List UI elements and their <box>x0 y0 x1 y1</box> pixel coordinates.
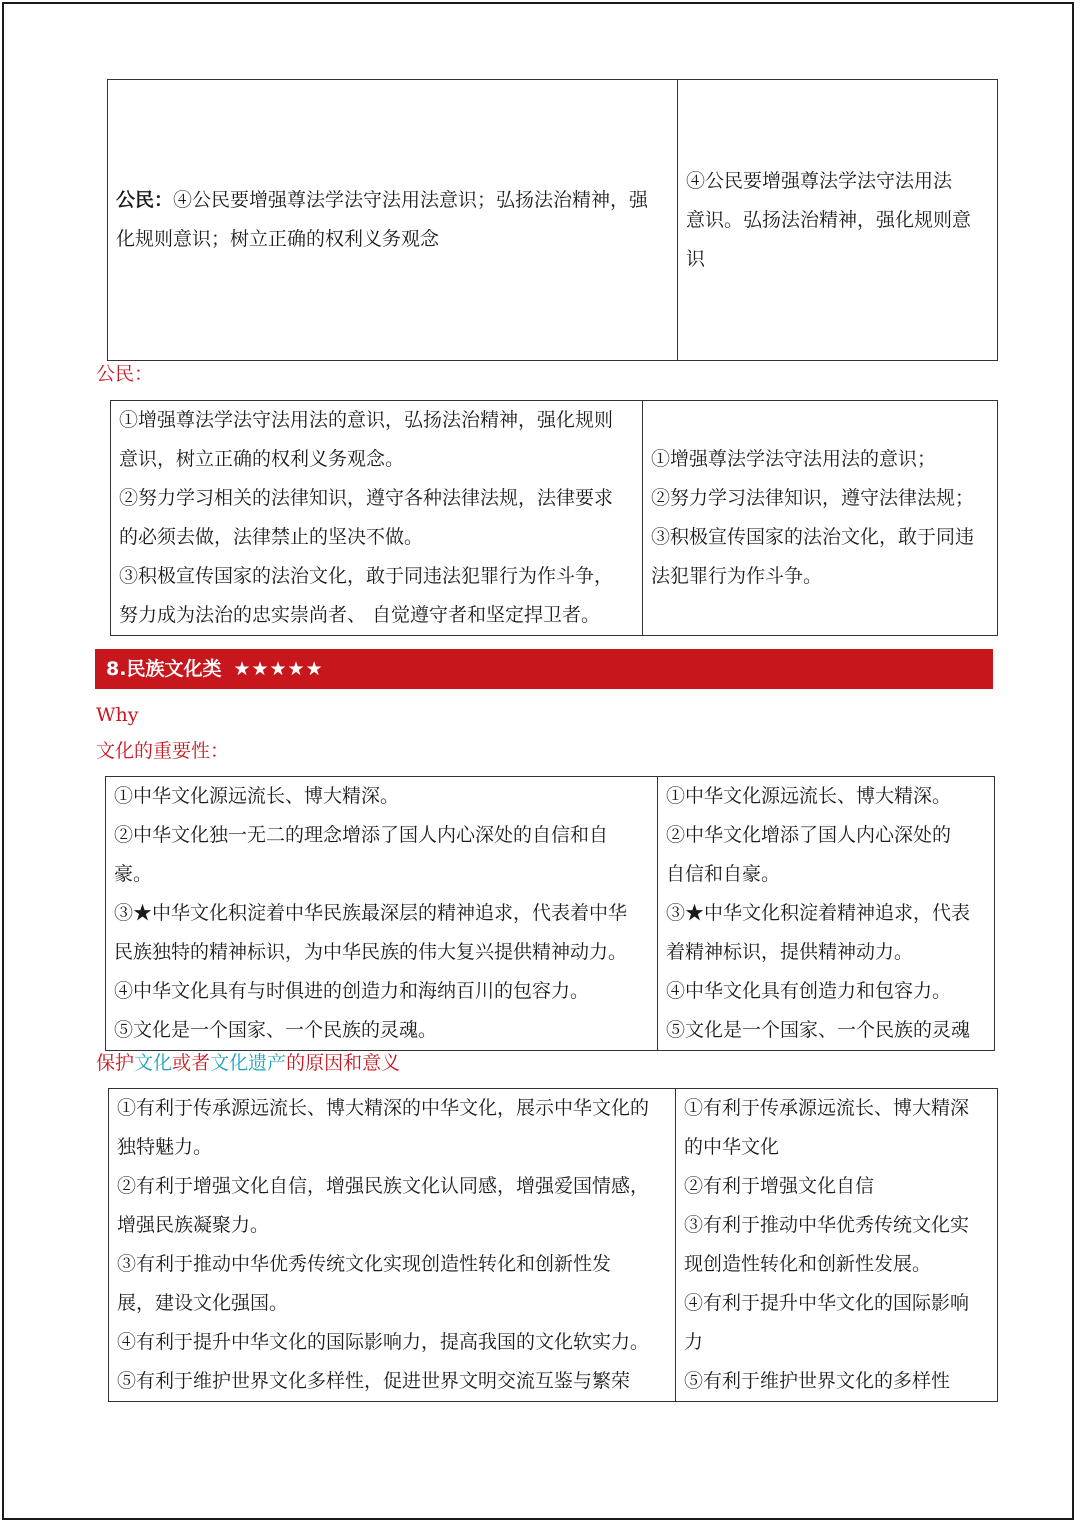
table-cell-left <box>109 1089 676 1402</box>
text-line: ①有利于传承源远流长、博大精深 <box>684 1097 970 1119</box>
text-line: ④有利于提升中华文化的国际影响 <box>684 1292 970 1314</box>
section-banner <box>95 649 993 689</box>
table-cell-left <box>108 80 678 361</box>
text-line: ⑤文化是一个国家、一个民族的灵魂 <box>666 1019 971 1041</box>
text-line: 的必须去做，法律禁止的坚决不做。 <box>119 526 424 548</box>
text-line: 展，建设文化强国。 <box>117 1292 289 1314</box>
text-line: ③积极宣传国家的法治文化，敢于同违 <box>651 526 975 548</box>
text-line: ⑤有利于维护世界文化多样性，促进世界文明交流互鉴与繁荣 <box>117 1370 631 1392</box>
heading-part: 或者 <box>172 1052 211 1074</box>
text-line: ①中华文化源远流长、博大精深。 <box>666 785 952 807</box>
text-line: ②努力学习法律知识，遵守法律法规； <box>651 487 975 509</box>
text-line: 意识，树立正确的权利义务观念。 <box>119 448 405 470</box>
text-line: ②中华文化独一无二的理念增添了国人内心深处的自信和自 <box>114 824 609 846</box>
text-line: ③★中华文化积淀着精神追求，代表 <box>666 902 971 924</box>
importance-heading: 文化的重要性： <box>96 740 230 762</box>
culture-protection-table <box>108 1088 998 1402</box>
table-cell-right <box>676 1089 998 1402</box>
text-line: ②有利于增强文化自信 <box>684 1175 875 1197</box>
text-line: 化规则意识；树立正确的权利义务观念 <box>116 228 440 250</box>
culture-importance-table <box>105 776 995 1051</box>
heading-part-highlight: 文化 <box>134 1052 173 1074</box>
text-line: ③★中华文化积淀着中华民族最深层的精神追求，代表着中华 <box>114 902 628 924</box>
table-cell-left <box>111 401 643 636</box>
citizen-detail-table <box>110 400 998 636</box>
text-line: ①中华文化源远流长、博大精深。 <box>114 785 400 807</box>
table-cell-right <box>643 401 998 636</box>
text-line: 的中华文化 <box>684 1136 780 1158</box>
text-line: 识 <box>686 247 706 270</box>
text-line-part: ④公民要增强尊法学法守法用法意识；弘扬法治精神，强 <box>173 189 649 211</box>
text-line: 法犯罪行为作斗争。 <box>651 565 823 587</box>
text-line: 豪。 <box>114 863 153 885</box>
heading-part-highlight: 文化遗产 <box>210 1052 287 1074</box>
text-line: ①有利于传承源远流长、博大精深的中华文化，展示中华文化的 <box>117 1097 650 1119</box>
text-line: ①增强尊法学法守法用法的意识，弘扬法治精神，强化规则 <box>119 409 614 431</box>
citizen-label: 公民： <box>116 189 174 211</box>
text-line: 意识。弘扬法治精神，强化规则意 <box>686 208 972 231</box>
text-line: ④中华文化具有创造力和包容力。 <box>666 980 952 1002</box>
citizen-summary-table <box>107 79 998 361</box>
text-line: ③有利于推动中华优秀传统文化实现创造性转化和创新性发 <box>117 1253 612 1275</box>
star-rating-icon: ★★★★★ <box>233 658 324 680</box>
citizen-heading: 公民： <box>96 363 154 385</box>
text-line: ⑤有利于维护世界文化的多样性 <box>684 1370 951 1392</box>
why-heading: Why <box>96 704 139 726</box>
text-line: 力 <box>684 1331 704 1353</box>
protect-heading <box>96 1051 400 1075</box>
text-line: ①增强尊法学法守法用法的意识； <box>651 448 937 470</box>
heading-part: 的原因和意义 <box>286 1052 401 1074</box>
text-line: 现创造性转化和创新性发展。 <box>684 1253 932 1275</box>
text-line: ④中华文化具有与时俱进的创造力和海纳百川的包容力。 <box>114 980 590 1002</box>
table-cell-right <box>678 80 998 361</box>
text-line: ③积极宣传国家的法治文化，敢于同违法犯罪行为作斗争， <box>119 565 614 587</box>
text-line: ⑤文化是一个国家、一个民族的灵魂。 <box>114 1019 438 1041</box>
text-line: ②努力学习相关的法律知识，遵守各种法律法规，法律要求 <box>119 487 614 509</box>
text-line: 自信和自豪。 <box>666 863 781 885</box>
text-line: ④有利于提升中华文化的国际影响力，提高我国的文化软实力。 <box>117 1331 650 1353</box>
text-line: 努力成为法治的忠实崇尚者、 自觉遵守者和坚定捍卫者。 <box>119 604 601 626</box>
text-line: 民族独特的精神标识，为中华民族的伟大复兴提供精神动力。 <box>114 941 628 963</box>
text-line: 增强民族凝聚力。 <box>117 1214 270 1236</box>
heading-part: 保护 <box>96 1052 135 1074</box>
text-line: 独特魅力。 <box>117 1136 213 1158</box>
text-line: ②有利于增强文化自信，增强民族文化认同感，增强爱国情感， <box>117 1175 650 1197</box>
text-line: ④公民要增强尊法学法守法用法 <box>686 169 953 192</box>
text-line: ③有利于推动中华优秀传统文化实 <box>684 1214 970 1236</box>
section-title: 8.民族文化类 <box>106 658 222 680</box>
text-line: ②中华文化增添了国人内心深处的 <box>666 824 952 846</box>
text-line: 着精神标识，提供精神动力。 <box>666 941 914 963</box>
table-cell-right <box>658 777 995 1051</box>
text-line <box>116 181 669 220</box>
table-cell-left <box>106 777 658 1051</box>
